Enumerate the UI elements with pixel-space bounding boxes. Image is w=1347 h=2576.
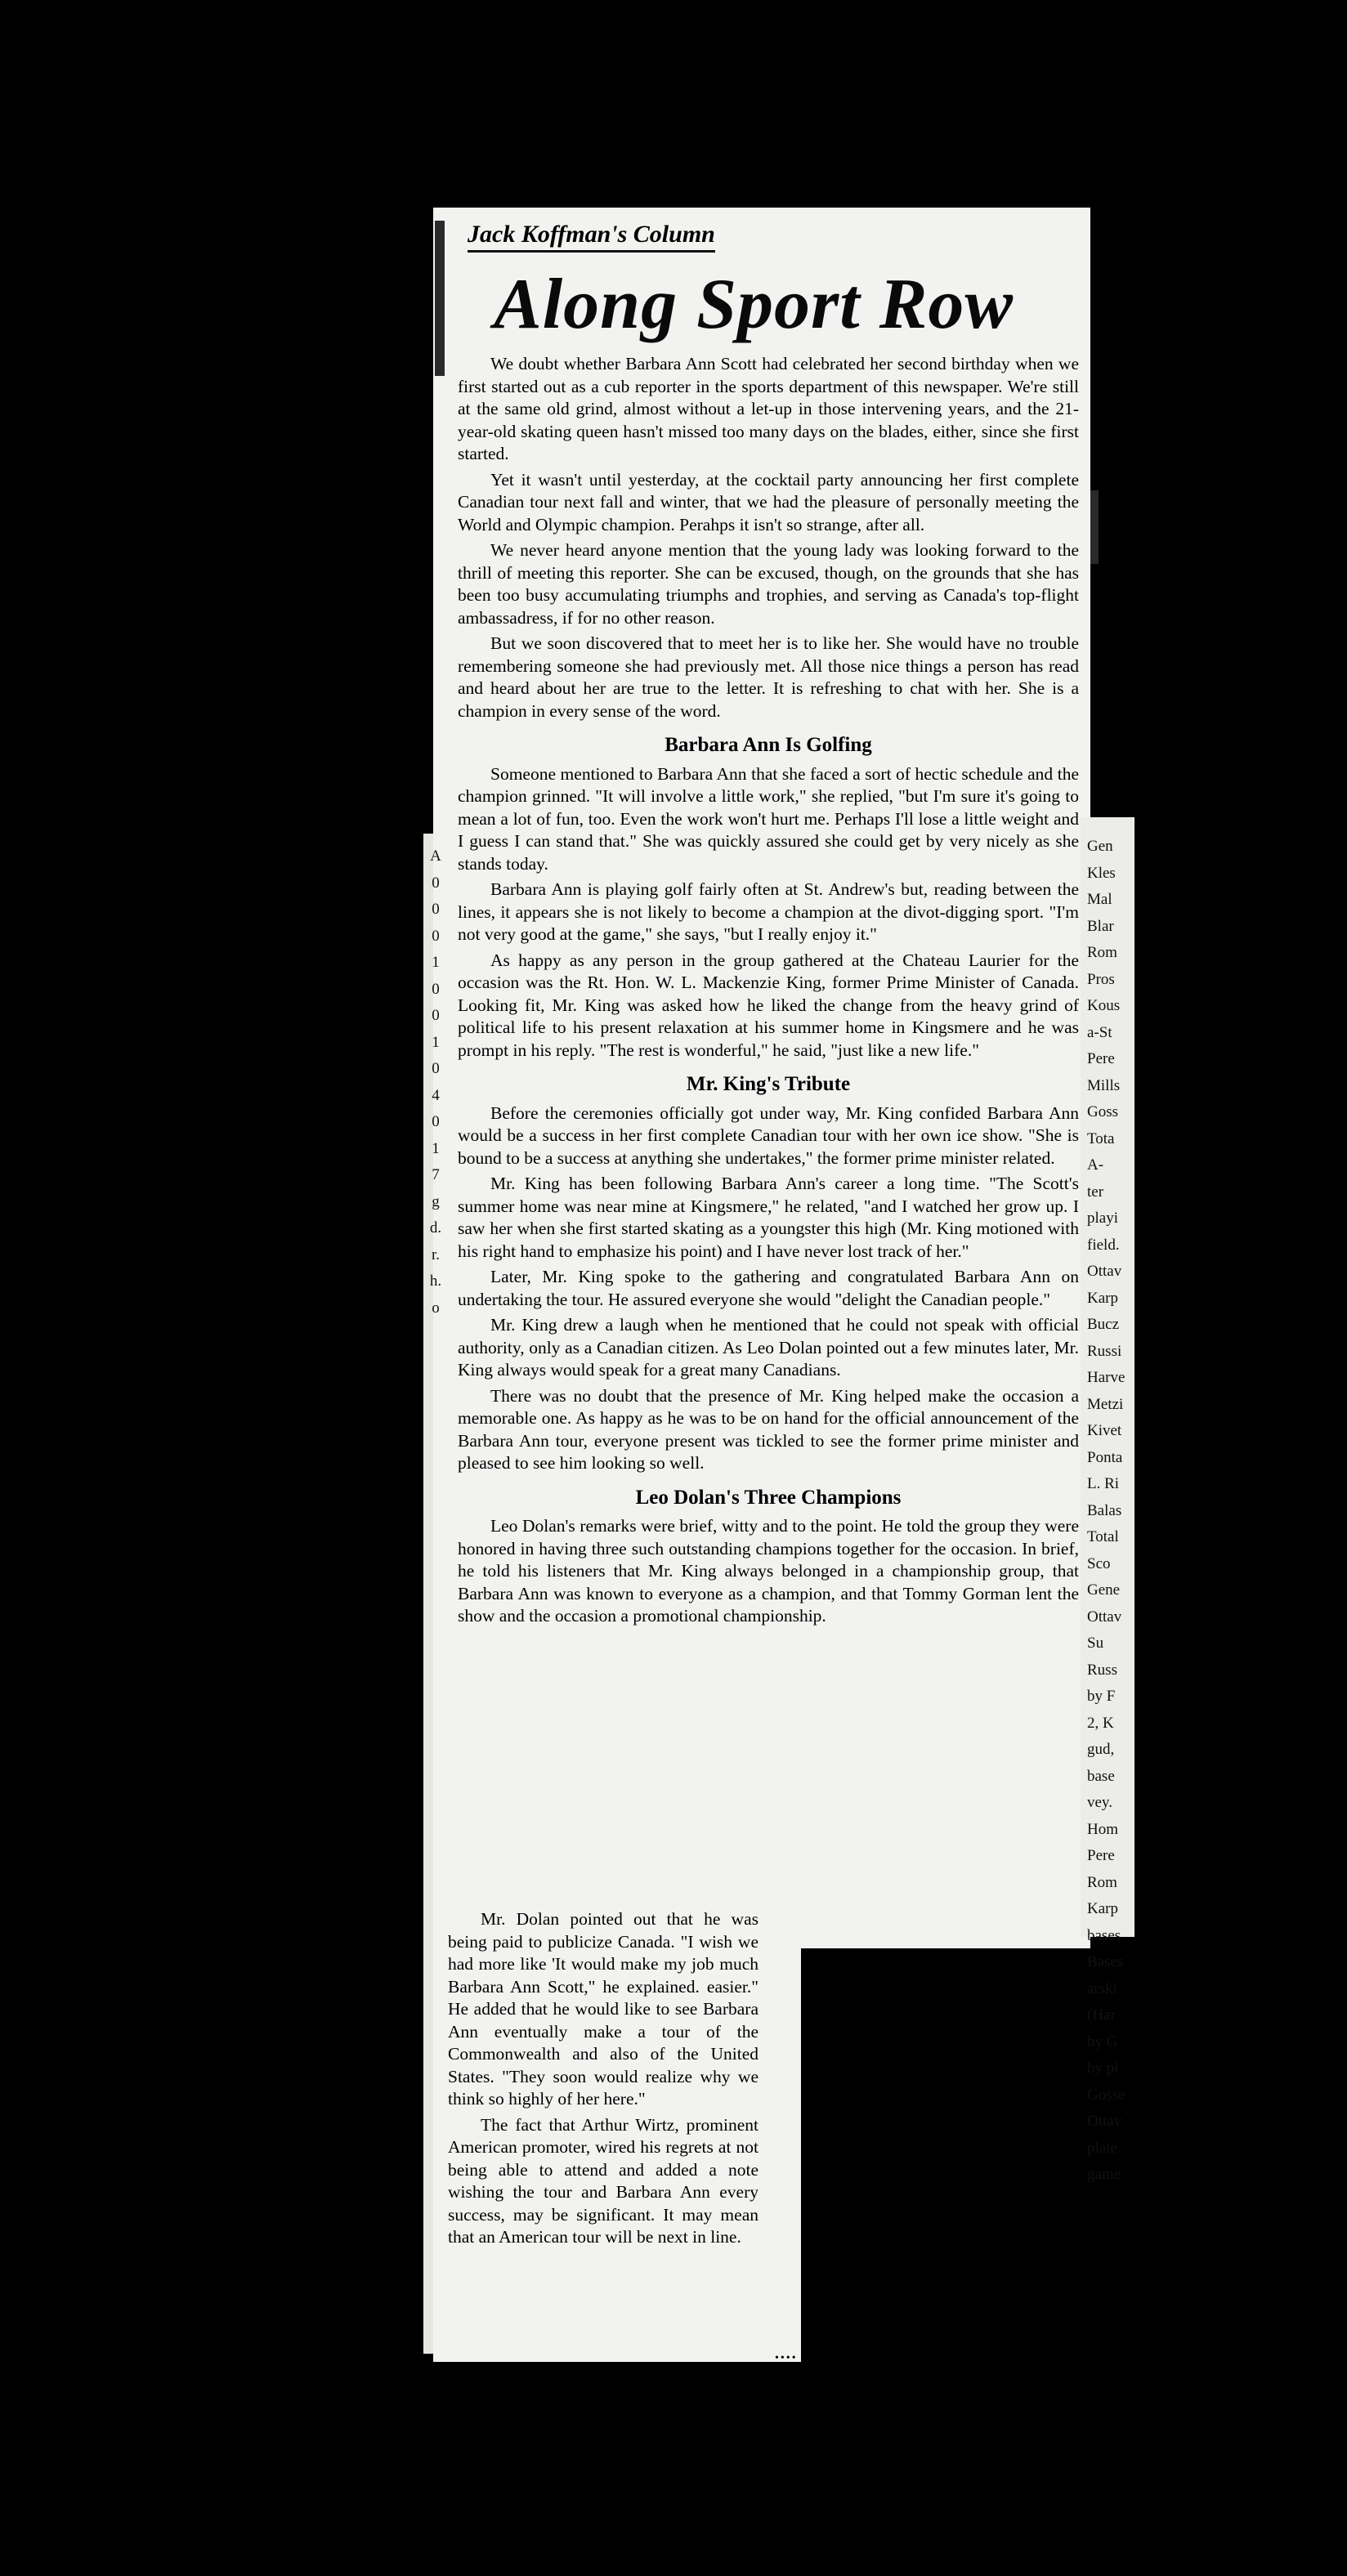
fragment-line: field. bbox=[1087, 1236, 1120, 1254]
fragment-line: r. bbox=[431, 1246, 441, 1263]
fragment-line: base bbox=[1087, 1767, 1115, 1785]
paragraph: But we soon discovered that to meet her is to like her. She would have no trouble remembering someone she had previously met. All those nice things a person has read and heard about her are true to the letter. It is refreshing to chat with her. She is a champion in every sense of the word. bbox=[458, 633, 1079, 721]
fragment-line: Ponta bbox=[1087, 1448, 1123, 1466]
fragment-line: Kous bbox=[1087, 997, 1121, 1014]
article-continuation bbox=[448, 1908, 759, 2252]
fragment-line: Metzi bbox=[1087, 1395, 1124, 1413]
fragment-line: Bases bbox=[1087, 1953, 1124, 1970]
fragment-line: L. Ri bbox=[1087, 1475, 1120, 1492]
fragment-line: Hom bbox=[1087, 1820, 1118, 1838]
column-label: Jack Koffman's Column bbox=[468, 221, 715, 253]
fragment-line: Russi bbox=[1087, 1342, 1122, 1360]
fragment-line: a-St bbox=[1087, 1023, 1112, 1041]
fragment-line: 0 bbox=[432, 1007, 440, 1024]
fragment-line: Kivet bbox=[1087, 1422, 1122, 1439]
paragraph: As happy as any person in the group gathered at the Chateau Laurier for the occasion was the Rt. Hon. W. L. Mackenzie King, former Prime Minister of Canada. Looking fit, Mr. King was asked how he liked the change from the heavy grind of political life to his present relaxation at his summer home in Kingsmere and he was prompt in his reply. "The rest is wonderful," he said, "just like a new life." bbox=[458, 950, 1079, 1060]
fragment-line: 0 bbox=[432, 980, 440, 998]
fragment-line: A- bbox=[1087, 1156, 1104, 1174]
fragment-line: by pi bbox=[1087, 2059, 1119, 2077]
fragment-line: Gen bbox=[1087, 838, 1113, 855]
paragraph: There was no doubt that the presence of Mr. King helped make the occasion a memorable one. As happy as he was to be on hand for the official announcement of the Barbara Ann tour, everyone present was tickled to see the former prime minister and pleased to see him looking so well. bbox=[458, 1385, 1079, 1473]
paragraph: Before the ceremonies officially got under way, Mr. King confided Barbara Ann would be a success in her first complete Canadian tour with her own ice show. "She is bound to be a success at anything she undertakes," the former prime minister related. bbox=[458, 1102, 1079, 1168]
fragment-line: vey. bbox=[1087, 1794, 1112, 1811]
paragraph: Someone mentioned to Barbara Ann that she faced a sort of hectic schedule and the champion grinned. "It will involve a little work," she replied, "but I'm sure it's going to mean a lot of fun, too. Even the work won't hurt me. Perhaps I'll lose a little weight and I guess I can stand that." She was quickly assured she could get by very nicely as she stands today. bbox=[458, 763, 1079, 874]
fragment-line: playi bbox=[1087, 1210, 1118, 1227]
fragment-line: gud, bbox=[1087, 1741, 1115, 1758]
fragment-line: 0 bbox=[432, 874, 440, 892]
article-body bbox=[458, 353, 1079, 1631]
fragment-line: game bbox=[1087, 2166, 1121, 2183]
fragment-line: plate bbox=[1087, 2139, 1117, 2157]
scan-shadow bbox=[435, 221, 445, 376]
fragment-line: Gosse bbox=[1087, 2086, 1125, 2104]
fragment-line: h. bbox=[429, 1272, 442, 1290]
headline: Along Sport Row bbox=[494, 265, 1014, 344]
fragment-line: Mal bbox=[1087, 891, 1112, 908]
fragment-line: d. bbox=[429, 1219, 442, 1237]
fragment-line: Harve bbox=[1087, 1369, 1125, 1386]
paragraph: Later, Mr. King spoke to the gathering and congratulated Barbara Ann on undertaking the tour. He assured everyone she would "delight the Canadian people." bbox=[458, 1267, 1079, 1309]
scan-shadow bbox=[1090, 490, 1099, 564]
fragment-line: (Har bbox=[1087, 2006, 1116, 2024]
paragraph: We doubt whether Barbara Ann Scott had celebrated her second birthday when we first started out as a cub reporter in the sports department of this newspaper. We're still at the same old grind, almost without a let-up in those intervening years, and the 21-year-old skating queen hasn't missed too many days on the blades, either, since she first started. bbox=[458, 354, 1079, 463]
fragment-line: Rom bbox=[1087, 1873, 1117, 1891]
fragment-line: Ottav bbox=[1087, 1608, 1122, 1626]
fragment-line: by F bbox=[1087, 1688, 1116, 1705]
fragment-line: 0 bbox=[432, 927, 440, 945]
fragment-line: Gene bbox=[1087, 1581, 1121, 1599]
fragment-line: Karp bbox=[1087, 1900, 1118, 1917]
adjacent-column-fragment-right bbox=[1087, 834, 1134, 2189]
paragraph: We never heard anyone mention that the young lady was looking forward to the thrill of meeting this reporter. She can be excused, though, on the grounds that she has been too busy accumulating triumphs and trophies, and serving as Canada's top-flight ambassadress, if for no other reason. bbox=[458, 540, 1079, 628]
paragraph: Mr. King has been following Barbara Ann's career a long time. "The Scott's summer home was near mine at Kingsmere," he related, "and I watched her grow up. I saw her when she first started skating as a youngster this high (Mr. King motioned with his right hand to emphasize his point) and I have never lost track of her." bbox=[458, 1174, 1079, 1261]
paragraph: Mr. Dolan pointed out that he was being paid to publicize Canada. "I wish we had more like 'It would make my job much Barbara Ann Scott," he explained. easier." He added that he would like to see Barbara Ann eventually make a tour of the Commonwealth and also of the United States. "They soon would realize why we think so highly of her here." bbox=[448, 1909, 759, 2109]
fragment-line: 1 bbox=[432, 1139, 440, 1157]
fragment-line: Kles bbox=[1087, 864, 1116, 882]
fragment-line: arski bbox=[1087, 1979, 1117, 1997]
fragment-line: Bucz bbox=[1087, 1316, 1120, 1333]
paragraph: Mr. King drew a laugh when he mentioned that he could not speak with official authority, only as a Canadian citizen. As Leo Dolan pointed out a few minutes later, Mr. King always would speak for a great many Canadians. bbox=[458, 1315, 1079, 1380]
fragment-line: o bbox=[432, 1299, 440, 1317]
fragment-line: 0 bbox=[432, 1060, 440, 1077]
fragment-line: Rom bbox=[1087, 944, 1117, 961]
fragment-line: Ottav bbox=[1087, 2113, 1122, 2130]
fragment-line: 7 bbox=[432, 1166, 440, 1183]
fragment-line: 0 bbox=[432, 901, 440, 918]
fragment-line: bases bbox=[1087, 1926, 1121, 1944]
fragment-line: by G bbox=[1087, 2033, 1118, 2051]
fragment-line: A bbox=[430, 847, 441, 865]
fragment-line: Mills bbox=[1087, 1076, 1121, 1094]
fragment-line: Tota bbox=[1087, 1129, 1115, 1147]
paragraph: Yet it wasn't until yesterday, at the cocktail party announcing her first complete Canadian tour next fall and winter, that we had the pleasure of personally meeting the World and Olympic champion. Perahps it isn't so strange, after all. bbox=[458, 469, 1079, 534]
fragment-line: Pere bbox=[1087, 1050, 1115, 1067]
end-mark: •••• bbox=[775, 2352, 798, 2364]
subheading: Leo Dolan's Three Champions bbox=[635, 1486, 902, 1509]
fragment-line: Blar bbox=[1087, 917, 1114, 935]
fragment-line: Total bbox=[1087, 1528, 1119, 1545]
fragment-line: 4 bbox=[432, 1086, 440, 1104]
subheading: Mr. King's Tribute bbox=[686, 1073, 851, 1095]
subheading: Barbara Ann Is Golfing bbox=[665, 734, 872, 756]
fragment-line: Su bbox=[1087, 1635, 1104, 1652]
fragment-line: 2, K bbox=[1087, 1714, 1114, 1732]
fragment-line: Karp bbox=[1087, 1289, 1118, 1307]
fragment-line: Russ bbox=[1087, 1661, 1117, 1679]
fragment-line: 0 bbox=[432, 1113, 440, 1130]
fragment-line: Balas bbox=[1087, 1501, 1122, 1519]
adjacent-column-fragment-left bbox=[427, 843, 445, 1322]
fragment-line: Pere bbox=[1087, 1847, 1115, 1864]
fragment-line: Goss bbox=[1087, 1103, 1119, 1120]
paragraph: The fact that Arthur Wirtz, prominent American promoter, wired his regrets at not being able to attend and added a note wishing the tour and Barbara Ann every success, may be significant. It may mean that an American tour will be next in line. bbox=[448, 2114, 759, 2247]
fragment-line: 1 bbox=[432, 1033, 440, 1051]
fragment-line: 1 bbox=[432, 954, 440, 971]
fragment-line: ter bbox=[1087, 1183, 1104, 1201]
paragraph: Leo Dolan's remarks were brief, witty and to the point. He told the group they were honored in having three such outstanding champions together for the occasion. In brief, he told his listeners that Mr. King always belonged in a championship group, that Barbara Ann was known to everyone as a champion, and that Tommy Gorman lent the show and the occasion a promotional championship. bbox=[458, 1516, 1079, 1626]
fragment-line: g bbox=[432, 1192, 440, 1210]
fragment-line: Sco bbox=[1087, 1554, 1111, 1572]
fragment-line: Ottav bbox=[1087, 1263, 1122, 1280]
fragment-line: Pros bbox=[1087, 970, 1115, 988]
paragraph: Barbara Ann is playing golf fairly often at St. Andrew's but, reading between the lines, it appears she is not likely to become a champion at the divot-digging sport. "I'm not very good at the game," she says, "but I really enjoy it." bbox=[458, 879, 1079, 944]
